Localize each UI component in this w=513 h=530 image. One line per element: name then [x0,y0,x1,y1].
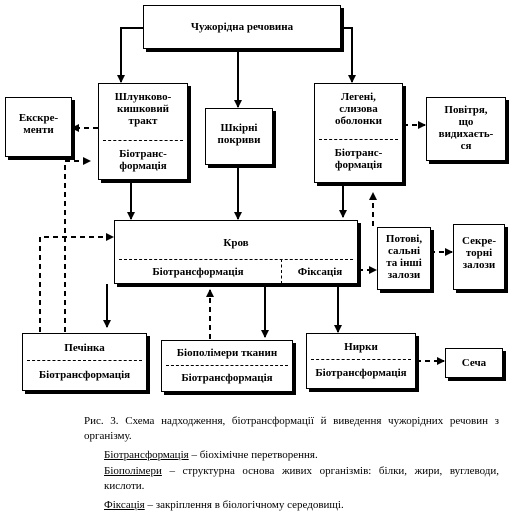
arrow-foreign-to-lungs [343,28,352,82]
node-liver-divider [27,360,142,361]
caption-text-biopolymers: – структурна основа живих організмів: білки, жири, вуглеводи, кислоти. [104,465,499,492]
node-gi-tract-biotransformation: Біотранс- формація [119,148,167,172]
caption-term-biotransformation: Біотрансформація [104,449,189,461]
node-sweat-glands [377,227,431,290]
caption-text-fixation: – закріплення в біологічному середовищі. [144,499,344,511]
node-exhaled-air [426,97,506,161]
node-blood-label: Кров [223,237,249,249]
node-liver [22,333,147,391]
caption-term-biopolymers: Біополімери [104,465,162,477]
node-gi-tract-divider [103,140,183,141]
figure-caption-title: Рис. 3. Схема надходження, біотрансформації й виведення чужорідних речовин з організму. [84,415,499,442]
node-urine-label: Сеча [461,357,487,369]
node-tissue-biopolymers [161,340,293,392]
caption-definition-biotransformation [104,448,499,463]
node-urine [445,348,503,378]
node-liver-label: Печінка [64,342,105,354]
node-exhaled-air-label: Повітря, що видихаєть- ся [438,104,494,152]
node-foreign-substance-label: Чужорідна речовина [190,21,294,33]
arrow-liver-to-git [65,161,90,332]
node-blood-fixation: Фіксація [297,266,343,278]
node-skin-label: Шкірні покриви [217,122,261,146]
node-excrements [5,97,72,157]
node-kidneys-label: Нирки [344,341,378,353]
node-secretory-glands-label: Секре- торні залози [462,235,496,271]
arrow-liver-to-blood [40,237,113,332]
node-lungs-divider [319,139,398,140]
node-lungs-biotransformation: Біотранс- формація [334,147,383,171]
figure-caption [84,414,499,444]
node-excrements-label: Екскре- менти [18,112,59,136]
node-kidneys [306,333,416,389]
node-kidneys-biotransformation: Біотрансформація [315,367,407,379]
node-tissue-biopolymers-biotransformation: Біотрансформація [181,372,273,384]
node-gi-tract [98,83,188,180]
node-blood [114,220,358,284]
node-blood-divider [119,259,353,260]
caption-text-biotransformation: – біохімічне перетворення. [188,449,318,461]
node-lungs-label: Легені, слизова оболонки [335,91,382,127]
caption-term-fixation: Фіксація [104,499,145,511]
caption-definition-fixation [104,498,499,513]
node-tissue-biopolymers-divider [166,365,288,366]
node-skin [205,108,273,165]
node-lungs [314,83,403,183]
node-secretory-glands [453,224,505,290]
node-gi-tract-label: Шлунково- кишковий тракт [114,91,172,127]
node-blood-biotransformation: Біотрансформація [152,266,244,278]
caption-definition-biopolymers [104,464,499,494]
node-sweat-glands-label: Потові, сальні та інші залози [385,233,423,281]
arrow-foreign-to-git [121,28,143,82]
node-kidneys-divider [311,359,411,360]
node-liver-biotransformation: Біотрансформація [38,369,131,381]
node-tissue-biopolymers-label: Біополімери тканин [176,347,278,359]
node-foreign-substance [143,5,341,49]
